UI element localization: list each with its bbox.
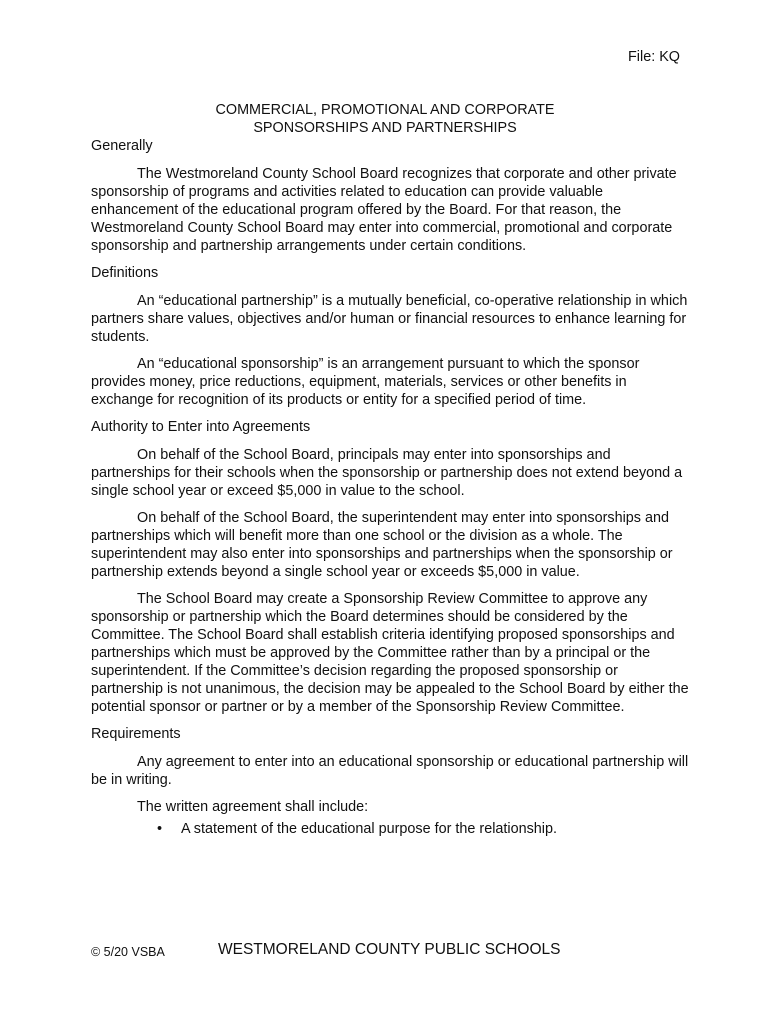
title-line-1: COMMERCIAL, PROMOTIONAL AND CORPORATE [215,102,555,118]
section-heading-requirements: Requirements [91,726,181,742]
section-heading-authority: Authority to Enter into Agreements [91,419,311,435]
document-title [0,101,770,137]
footer-organization: WESTMORELAND COUNTY PUBLIC SCHOOLS [218,941,561,958]
paragraph-educational-sponsorship: An “educational sponsorship” is an arrangement pursuant to which the sponsor provides money, price reductions, equipment, materials, services or other benefits in exchange for recognition of its products or entity for a specified period of time. [91,356,640,408]
paragraph-authority-superintendent: On behalf of the School Board, the superintendent may enter into sponsorships and partnerships which will benefit more than one school or the division as a whole. The superintendent may also enter into sponsorships and partnerships when the sponsorship or partnership extends beyond a single school year or exceeds $5,000 in value. [91,510,673,580]
bullet-icon: • [157,821,163,837]
list-item-text: A statement of the educational purpose for the relationship. [181,821,557,837]
paragraph-educational-partnership: An “educational partnership” is a mutually beneficial, co-operative relationship in which partners share values, objectives and/or human or financial resources to enhance learning for students. [91,293,688,345]
title-line-2: SPONSORSHIPS AND PARTNERSHIPS [253,120,517,136]
paragraph-authority-committee: The School Board may create a Sponsorship Review Committee to approve any sponsorship or partnership which the Board determines should be considered by the Committee. The School Board shall establish criteria identifying proposed sponsorships and partnerships which must be approved by the Committee rather than by a principal or the superintendent. If the Committee’s decision regarding the proposed sponsorship or partnership is not unanimous, the decision may be appealed to the School Board by either the potential sponsor or partner or by a member of the Sponsorship Review Committee. [91,591,689,715]
document-body [91,137,691,838]
file-label: File: KQ [628,49,680,65]
section-heading-definitions: Definitions [91,265,159,281]
paragraph-authority-principals: On behalf of the School Board, principals may enter into sponsorships and partnerships for their schools when the sponsorship or partnership does not extend beyond a single school year or exceed $5,000 in value to the school. [91,447,683,499]
list-item [153,820,691,838]
footer-copyright: © 5/20 VSBA [91,945,165,959]
requirements-list [91,820,691,838]
paragraph-requirements-include: The written agreement shall include: [137,799,369,815]
paragraph-requirements-writing: Any agreement to enter into an educational sponsorship or educational partnership will be in writing. [91,754,689,788]
paragraph-generally: The Westmoreland County School Board recognizes that corporate and other private sponsorship of programs and activities related to education can provide valuable enhancement of the educational program offered by the Board. For that reason, the Westmoreland County School Board may enter into commercial, promotional and corporate sponsorship and partnership arrangements under certain conditions. [91,166,677,254]
section-heading-generally: Generally [91,138,153,154]
